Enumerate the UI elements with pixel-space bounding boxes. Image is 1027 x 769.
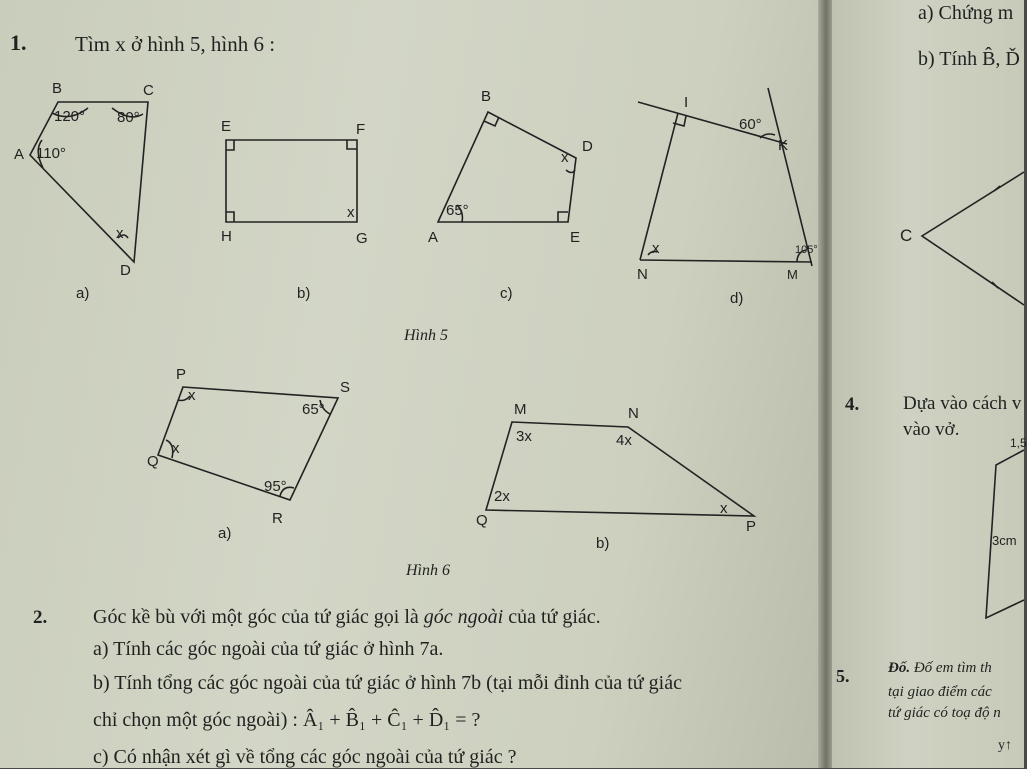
hinh5d-label-m: M [787,267,798,282]
problem-2-part-a: a) Tính các góc ngoài của tứ giác ở hình 7a. [93,638,444,660]
hinh5d-sub: d) [730,290,744,307]
problem-2-intro [93,606,601,629]
hinh6a-sub: a) [218,525,232,542]
right-problem-5-number: 5. [836,666,850,686]
hinh5b-label-e: E [221,118,232,135]
right-problem-4-text1: Dựa vào cách v [903,393,1022,414]
hinh5a-label-a: A [14,146,25,163]
hinh6b-label-n: N [628,405,639,422]
hinh6b-angle-p: x [720,500,728,517]
hinh6a-angle-r: 95° [264,478,287,495]
problem-2-part-b-line1: b) Tính tổng các góc ngoài của tứ giác ở hình 7b (tại mỗi đỉnh của tứ giác [93,672,682,694]
right-figure-angle-c [922,172,1024,305]
right-a-line: a) Chứng m [918,2,1014,24]
problem-2-number: 2. [33,607,48,628]
hinh5d-label-k: K [778,137,789,154]
hinh6b-label-m: M [514,401,527,418]
hinh6a-label-p: P [176,366,187,383]
hinh5d-line-km-extended [768,88,812,266]
hinh5d-x: x [652,240,660,257]
hinh5a-label-d: D [120,262,131,279]
right-dim-3cm: 3cm [992,533,1017,548]
right-b-line: b) Tính B̂, Ď [918,48,1020,70]
hinh5d-label-n: N [637,266,648,283]
hinh6b-angle-m: 3x [516,428,532,445]
hinh5c-x: x [561,149,569,166]
hinh5b-sub: b) [297,285,311,302]
hinh5c-label-d: D [582,138,593,155]
right-label-c: C [900,226,913,245]
hinh6a-x-q: x [172,440,180,457]
right-problem-5-text3: tứ giác có toạ độ n [888,705,1001,721]
hinh6b-angle-n: 4x [616,432,632,449]
hinh5b-right-angle-f [347,140,357,149]
hinh5a-quadrilateral [30,102,148,262]
hinh5c-angle-a: 65° [446,202,469,219]
hinh6-caption: Hình 6 [406,562,450,579]
hinh5b-label-g: G [356,230,368,247]
hinh5b-right-angle-e [226,140,234,150]
hinh5a-label-b: B [52,80,63,97]
problem-2-part-b-line2: chỉ chọn một góc ngoài) : Â₁ + B̂₁ + Ĉ₁ + D̂₁ = ? [93,709,481,731]
right-y-axis-label: y↑ [998,738,1012,753]
hinh5b-right-angle-h [226,212,234,222]
hinh5c-label-a: A [428,229,439,246]
hinh5b-x: x [347,204,355,221]
hinh5d-side-nm [640,260,812,262]
hinh5a-sub: a) [76,285,90,302]
hinh5a-angle-a: 110° [36,145,66,162]
hinh5b-label-h: H [221,228,232,245]
hinh5a-angle-b: 120° [54,108,86,125]
hinh5c-right-angle-b [484,117,499,126]
hinh5d-line-ik-extended [638,102,787,144]
hinh5b-rectangle [226,140,357,222]
hinh5c-label-b: B [481,88,492,105]
right-problem-4-number: 4. [845,394,860,415]
problem-1-number: 1. [10,30,27,55]
hinh5-caption: Hình 5 [404,327,448,344]
hinh5c-sub: c) [500,285,513,302]
hinh6a-angle-s: 65° [302,401,325,418]
hinh5c-right-angle-e [558,212,568,222]
hinh5d-angle-k: 60° [739,116,762,133]
hinh5a-label-c: C [143,82,154,99]
hinh6a-label-s: S [340,379,351,396]
hinh5b-label-f: F [356,121,366,138]
hinh6a-label-r: R [272,510,283,527]
problem-1-text: Tìm x ở hình 5, hình 6 : [75,32,276,56]
hinh6b-sub: b) [596,535,610,552]
right-problem-5-text1-rest: Đố em tìm th [910,660,992,676]
hinh6b-label-p: P [746,518,757,535]
hinh5a-angle-c: 80° [117,109,140,126]
hinh5c-label-e: E [570,229,581,246]
hinh6a-x-p: x [188,387,196,404]
hinh6b-label-q: Q [476,512,488,529]
hinh5d-label-i: I [684,94,689,111]
right-problem-5-bold: Đố. [888,660,911,676]
hinh6a-label-q: Q [147,453,159,470]
tick-mark-2 [992,282,998,288]
problem-2-part-c: c) Có nhận xét gì về tổng các góc ngoài của tứ giác ? [93,746,517,768]
hinh6b-angle-q: 2x [494,488,510,505]
hinh5a-x: x [116,225,124,242]
right-problem-5-text2: tại giao điểm các [888,684,992,700]
right-dim-1-5: 1,5 [1010,436,1027,450]
hinh5d-side-in [640,113,678,260]
hinh5d-angle-m: 105° [795,244,818,256]
problem-2-intro-term: góc ngoài [423,606,504,628]
problem-2-intro-end: của tứ giác. [503,606,601,628]
right-problem-5-text1 [888,660,992,677]
right-problem-4-text2: vào vở. [903,419,960,440]
problem-2-intro-start: Góc kề bù với một góc của tứ giác gọi là [93,606,424,628]
